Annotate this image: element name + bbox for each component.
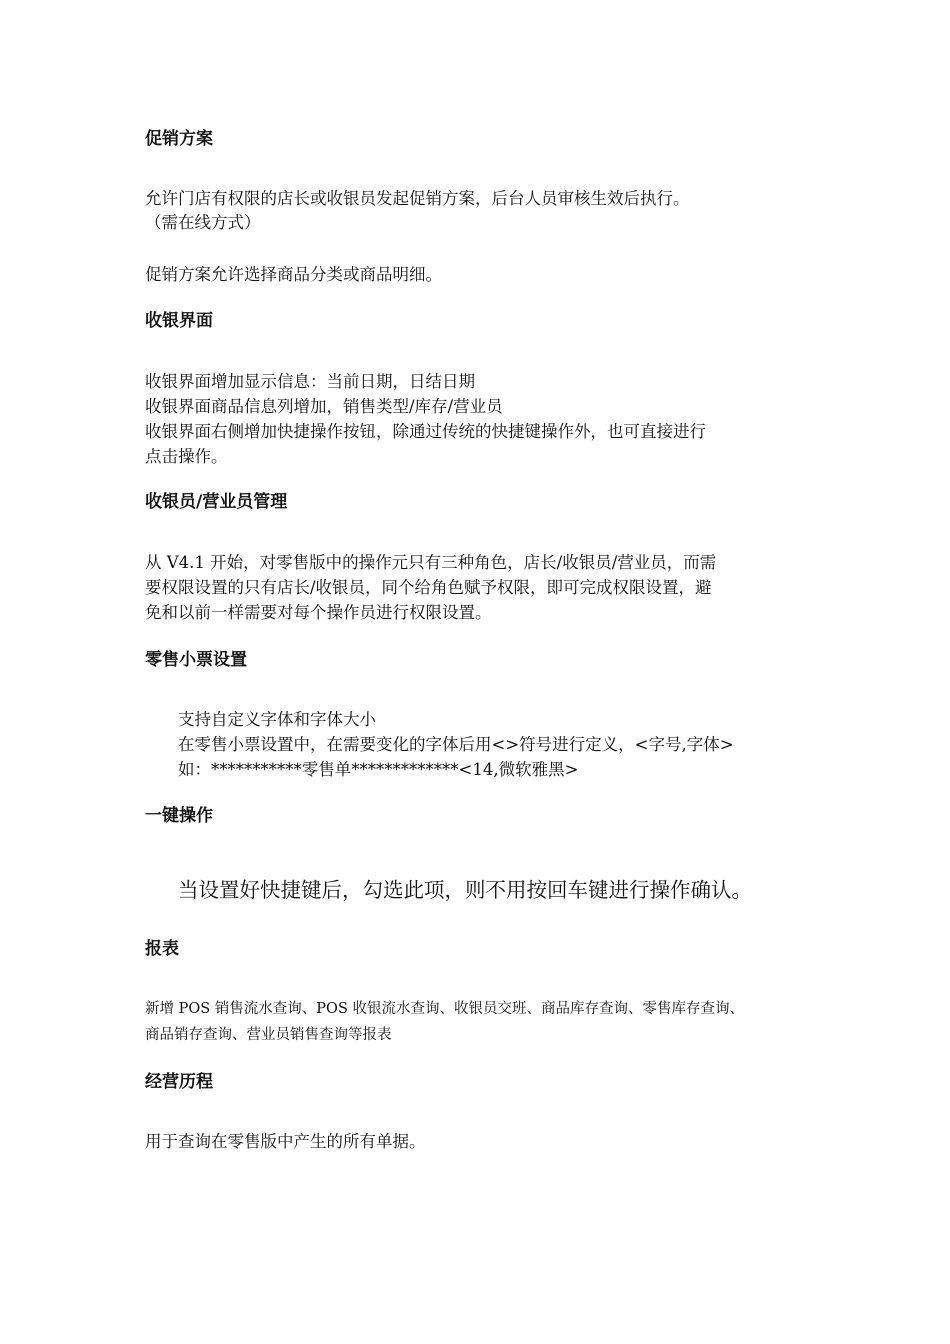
paragraph-line: 从 V4.1 开始，对零售版中的操作元只有三种角色，店长/收银员/营业员，而需 xyxy=(145,553,717,572)
section-heading-staff-management: 收银员/营业员管理 xyxy=(145,492,288,512)
paragraph-line: 促销方案允许选择商品分类或商品明细。 xyxy=(145,265,442,284)
paragraph-line: （需在线方式） xyxy=(145,213,261,232)
paragraph-line: 要权限设置的只有店长/收银员，同个给角色赋予权限，即可完成权限设置，避 xyxy=(145,578,712,597)
section-heading-checkout-ui: 收银界面 xyxy=(145,311,213,331)
paragraph-line: 用于查询在零售版中产生的所有单据。 xyxy=(145,1132,426,1151)
paragraph-line: 收银界面商品信息列增加，销售类型/库存/营业员 xyxy=(145,397,503,416)
paragraph-line: 收银界面右侧增加快捷操作按钮，除通过传统的快捷键操作外，也可直接进行 xyxy=(145,422,706,441)
section-heading-receipt-settings: 零售小票设置 xyxy=(145,650,247,670)
paragraph-line: 当设置好快捷键后，勾选此项，则不用按回车键进行操作确认。 xyxy=(178,878,752,902)
paragraph-line: 支持自定义字体和字体大小 xyxy=(178,710,376,729)
paragraph-line: 允许门店有权限的店长或收银员发起促销方案，后台人员审核生效后执行。 xyxy=(145,189,690,208)
section-heading-business-history: 经营历程 xyxy=(145,1072,213,1092)
paragraph-line: 在零售小票设置中，在需要变化的字体后用<>符号进行定义，<字号,字体> xyxy=(178,735,734,754)
paragraph-line: 新增 POS 销售流水查询、POS 收银流水查询、收银员交班、商品库存查询、零售库存查询、 xyxy=(145,1001,744,1017)
paragraph-line: 如：***********零售单*************<14,微软雅黑> xyxy=(178,760,579,779)
paragraph-line: 收银界面增加显示信息：当前日期，日结日期 xyxy=(145,372,475,391)
section-heading-one-key-operation: 一键操作 xyxy=(145,806,213,826)
paragraph-line: 商品销存查询、营业员销售查询等报表 xyxy=(145,1027,392,1043)
section-heading-reports: 报表 xyxy=(145,939,179,959)
paragraph-line: 点击操作。 xyxy=(145,447,228,466)
section-heading-promotion: 促销方案 xyxy=(145,129,213,149)
paragraph-line: 免和以前一样需要对每个操作员进行权限设置。 xyxy=(145,603,492,622)
